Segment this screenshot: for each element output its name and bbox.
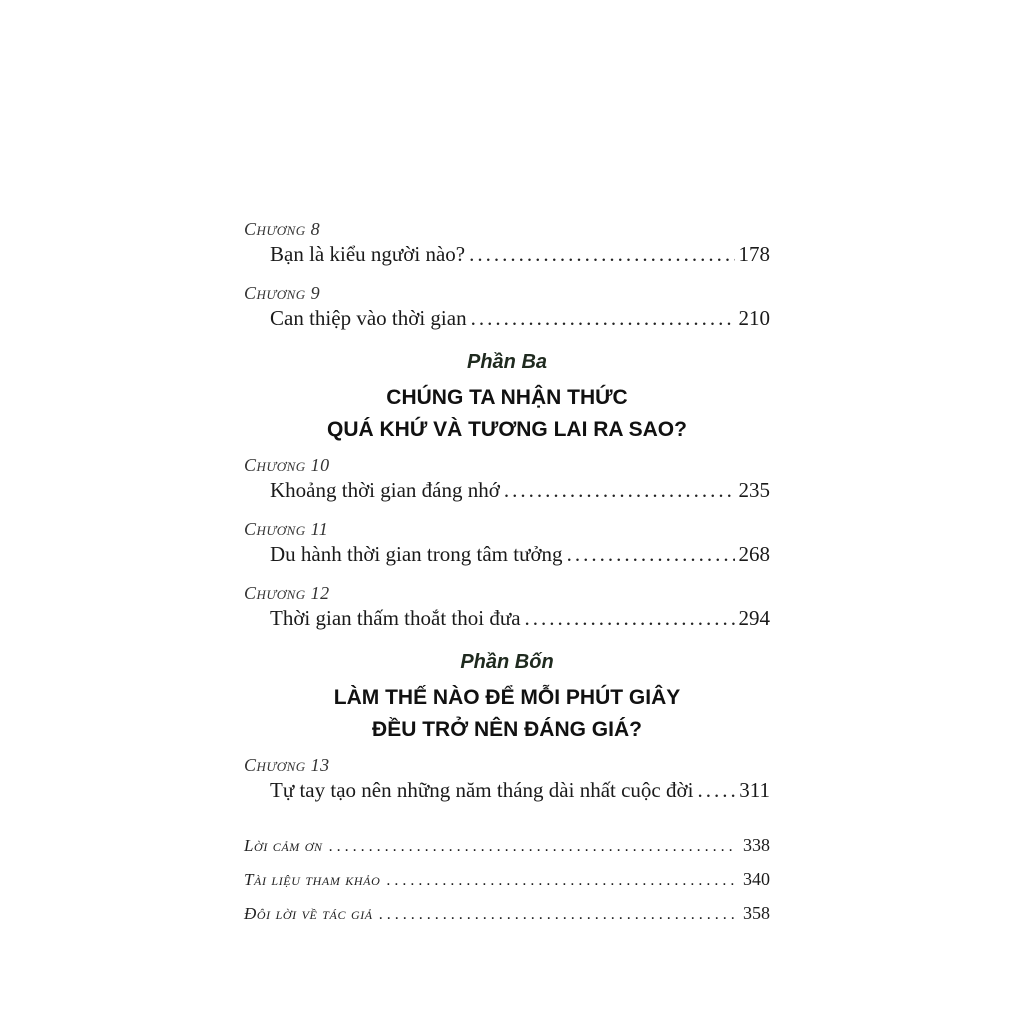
page-number: 178 bbox=[738, 242, 770, 266]
chapter-label: Chương 10 bbox=[244, 455, 330, 475]
dot-leader bbox=[525, 604, 735, 632]
toc-entry[interactable] bbox=[244, 540, 770, 570]
dot-leader bbox=[469, 240, 734, 268]
chapter-title: Khoảng thời gian đáng nhớ bbox=[270, 478, 500, 502]
page-number: 235 bbox=[738, 478, 770, 502]
part-title bbox=[244, 382, 770, 446]
chapter-label: Chương 11 bbox=[244, 519, 329, 539]
chapter-title: Thời gian thấm thoắt thoi đưa bbox=[270, 606, 521, 630]
toc-chapter-12 bbox=[244, 582, 770, 634]
dot-leader bbox=[567, 540, 735, 568]
toc-chapter-10 bbox=[244, 454, 770, 506]
toc-chapter-11 bbox=[244, 518, 770, 570]
back-matter-title: Đôi lời về tác giả bbox=[244, 904, 373, 923]
part-heading: Phần Ba bbox=[466, 351, 548, 373]
part-title-line: LÀM THẾ NÀO ĐỂ MỖI PHÚT GIÂY bbox=[333, 686, 681, 709]
toc-entry[interactable] bbox=[244, 476, 770, 506]
page-number: 268 bbox=[738, 542, 770, 566]
dot-leader bbox=[697, 776, 735, 804]
toc-chapter-8 bbox=[244, 218, 770, 270]
dot-leader bbox=[379, 900, 737, 930]
toc-chapter-13 bbox=[244, 754, 770, 806]
back-matter-entry[interactable] bbox=[244, 864, 770, 898]
dot-leader bbox=[504, 476, 735, 504]
page-number: 210 bbox=[738, 306, 770, 330]
page-number: 358 bbox=[743, 903, 770, 923]
toc-chapter-9 bbox=[244, 282, 770, 334]
dot-leader bbox=[329, 832, 737, 862]
toc-entry[interactable] bbox=[244, 240, 770, 270]
back-matter-title: Tài liệu tham khảo bbox=[244, 870, 381, 889]
back-matter-entry[interactable] bbox=[244, 830, 770, 864]
part-title-line: ĐỀU TRỞ NÊN ĐÁNG GIÁ? bbox=[372, 718, 642, 741]
toc-entry[interactable] bbox=[244, 776, 770, 806]
chapter-title: Du hành thời gian trong tâm tưởng bbox=[270, 542, 563, 566]
page-number: 311 bbox=[739, 778, 770, 802]
part-title-line: QUÁ KHỨ VÀ TƯƠNG LAI RA SAO? bbox=[327, 418, 687, 441]
chapter-title: Can thiệp vào thời gian bbox=[270, 306, 467, 330]
page-number: 294 bbox=[738, 606, 770, 630]
chapter-label: Chương 13 bbox=[244, 755, 330, 775]
part-title bbox=[244, 682, 770, 746]
back-matter-title: Lời cảm ơn bbox=[244, 836, 323, 855]
chapter-label: Chương 9 bbox=[244, 283, 321, 303]
back-matter bbox=[244, 830, 770, 932]
toc-entry[interactable] bbox=[244, 304, 770, 334]
page-number: 338 bbox=[743, 835, 770, 855]
dot-leader bbox=[471, 304, 735, 332]
table-of-contents bbox=[244, 218, 770, 932]
chapter-label: Chương 8 bbox=[244, 219, 321, 239]
page-number: 340 bbox=[743, 869, 770, 889]
chapter-title: Bạn là kiểu người nào? bbox=[270, 242, 466, 266]
part-heading: Phần Bốn bbox=[460, 651, 554, 673]
dot-leader bbox=[386, 866, 737, 896]
chapter-title: Tự tay tạo nên những năm tháng dài nhất cuộc đời bbox=[270, 778, 694, 802]
chapter-label: Chương 12 bbox=[244, 583, 330, 603]
back-matter-entry[interactable] bbox=[244, 898, 770, 932]
toc-entry[interactable] bbox=[244, 604, 770, 634]
part-title-line: CHÚNG TA NHẬN THỨC bbox=[386, 386, 628, 409]
